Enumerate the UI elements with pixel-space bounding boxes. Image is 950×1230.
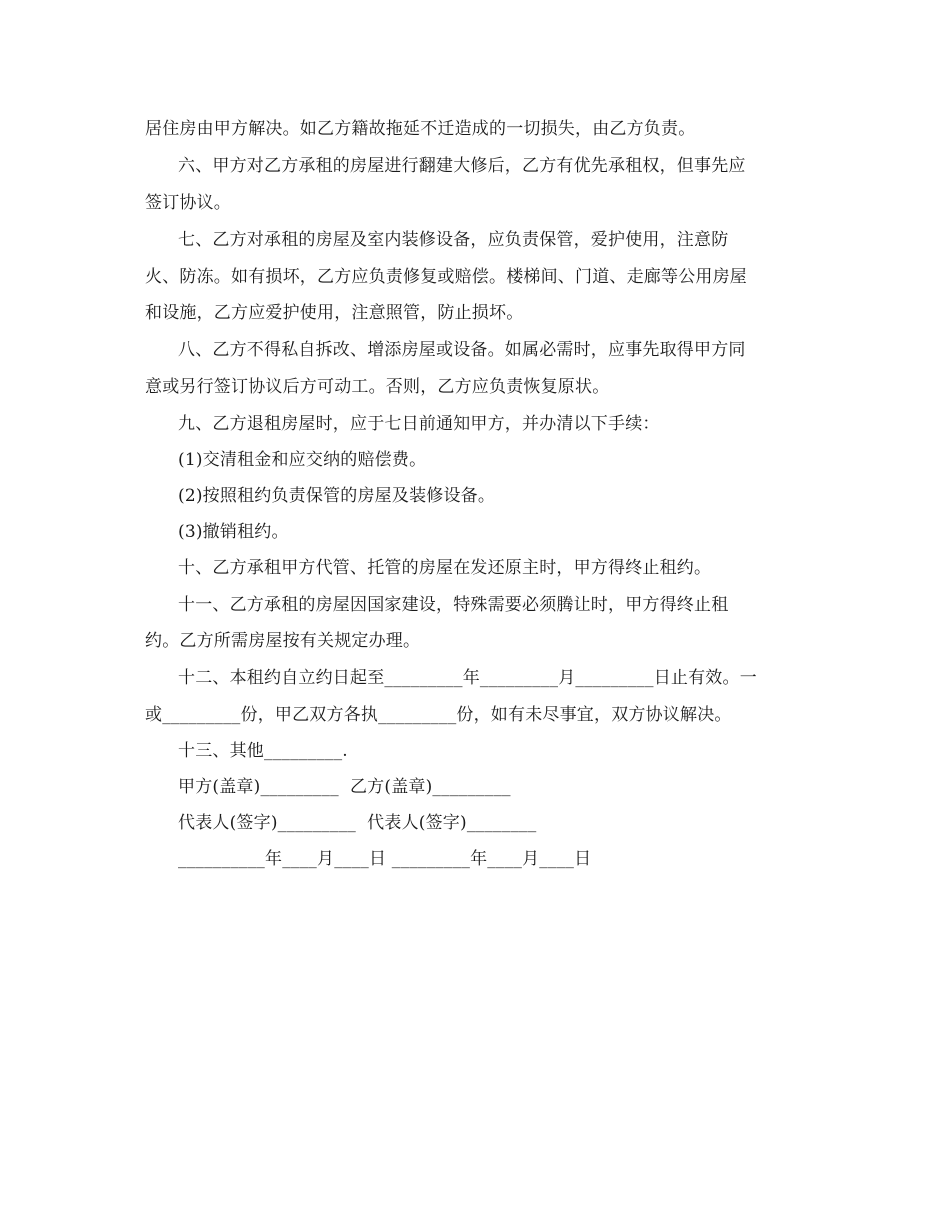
paragraph-line: 火、防冻。如有损坏，乙方应负责修复或赔偿。楼梯间、门道、走廊等公用房屋 bbox=[145, 267, 747, 287]
date-line: __________年____月____日 _________年____月____日 bbox=[178, 849, 592, 869]
clause-six-line: 六、甲方对乙方承租的房屋进行翻建大修后，乙方有优先承租权，但事先应 bbox=[178, 156, 746, 176]
list-item: (1)交清租金和应交纳的赔偿费。 bbox=[178, 450, 427, 470]
clause-thirteen-line: 十三、其他_________. bbox=[178, 741, 348, 761]
paragraph-line: 和设施，乙方应爱护使用，注意照管，防止损坏。 bbox=[145, 303, 524, 323]
paragraph-line: 约。乙方所需房屋按有关规定办理。 bbox=[145, 631, 421, 651]
signature-line: 代表人(签字)_________ 代表人(签字)________ bbox=[178, 813, 537, 833]
clause-eight-line: 八、乙方不得私自拆改、增添房屋或设备。如属必需时，应事先取得甲方同 bbox=[178, 340, 746, 360]
clause-seven-line: 七、乙方对承租的房屋及室内装修设备，应负责保管，爱护使用，注意防 bbox=[178, 230, 729, 250]
seal-line: 甲方(盖章)_________ 乙方(盖章)_________ bbox=[178, 777, 511, 797]
paragraph-line: 意或另行签订协议后方可动工。否则，乙方应负责恢复原状。 bbox=[145, 377, 610, 397]
paragraph-line: 或_________份，甲乙双方各执_________份，如有未尽事宜，双方协议解决。 bbox=[145, 705, 732, 725]
paragraph-line: 签订协议。 bbox=[145, 193, 231, 213]
list-item: (2)按照租约负责保管的房屋及装修设备。 bbox=[178, 486, 496, 506]
clause-twelve-line: 十二、本租约自立约日起至_________年_________月_________日止有效。一 bbox=[178, 668, 757, 688]
clause-eleven-line: 十一、乙方承租的房屋因国家建设，特殊需要必须腾让时，甲方得终止租 bbox=[178, 595, 729, 615]
clause-ten-line: 十、乙方承租甲方代管、托管的房屋在发还原主时，甲方得终止租约。 bbox=[178, 558, 712, 578]
clause-nine-line: 九、乙方退租房屋时，应于七日前通知甲方，并办清以下手续： bbox=[178, 414, 660, 434]
paragraph-line: 居住房由甲方解决。如乙方籍故拖延不迁造成的一切损失，由乙方负责。 bbox=[145, 119, 696, 139]
list-item: (3)撤销租约。 bbox=[178, 522, 289, 542]
